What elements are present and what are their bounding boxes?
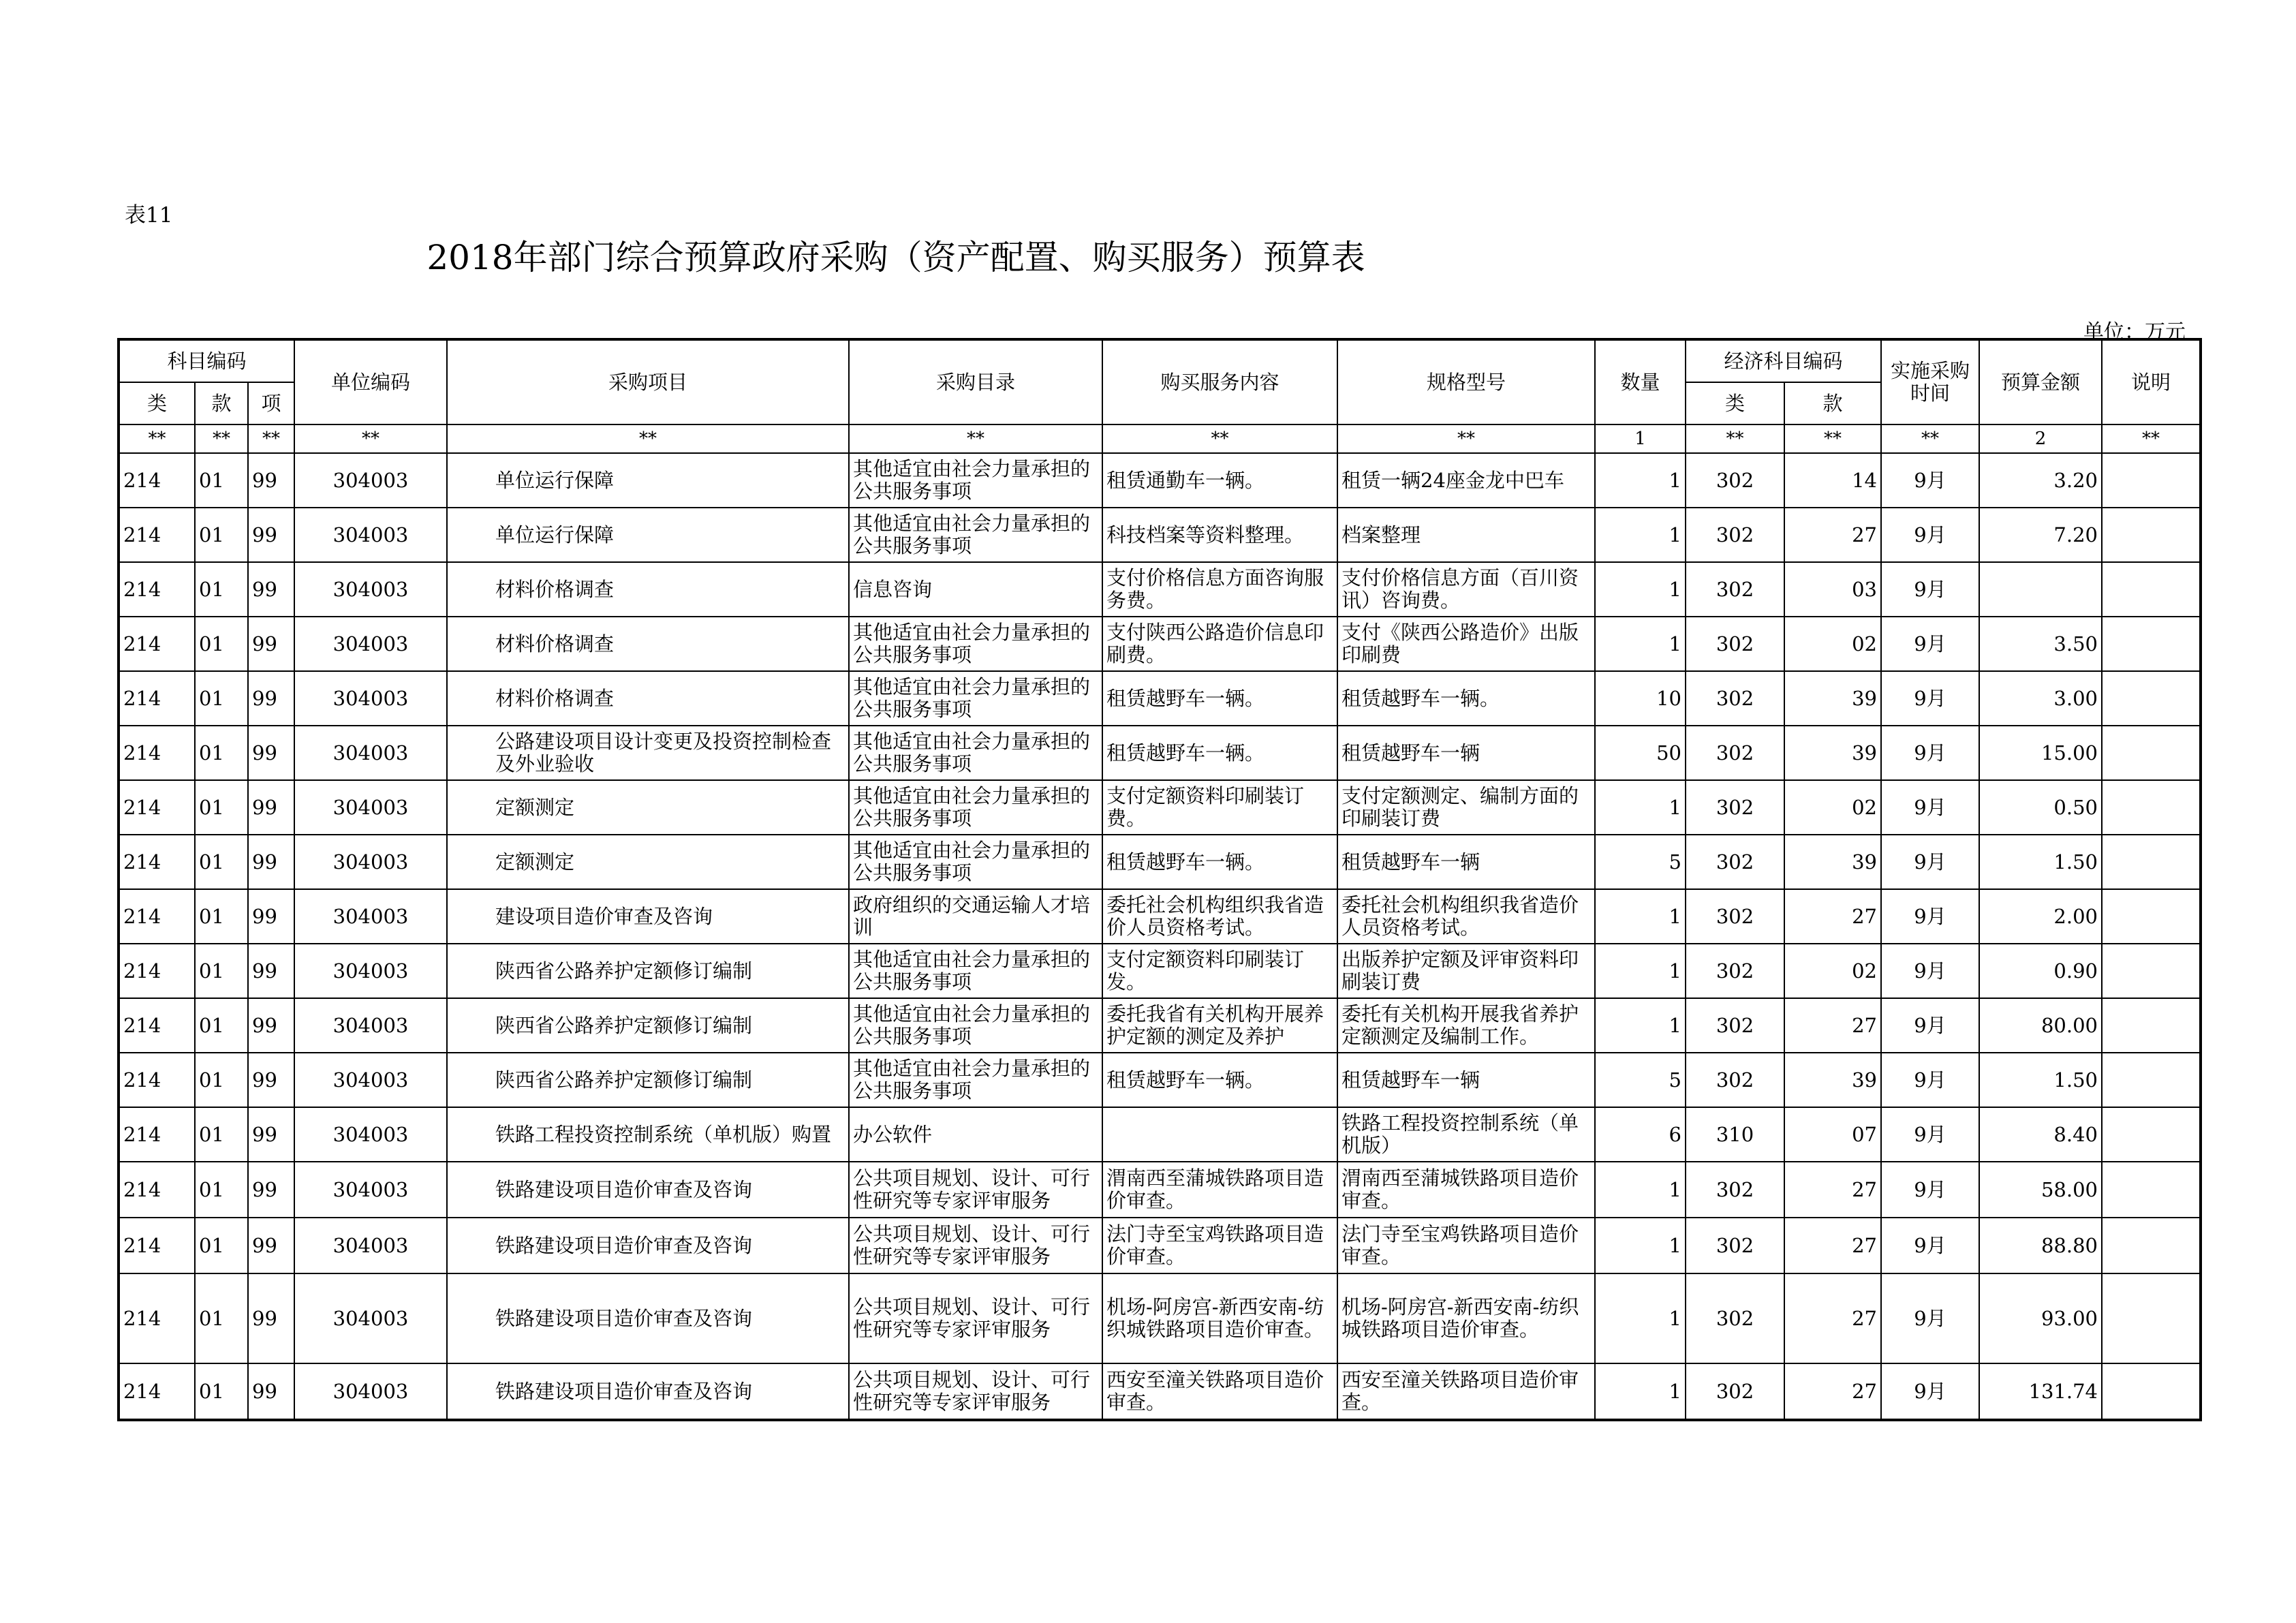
cell-spec: 委托有关机构开展我省养护定额测定及编制工作。	[1337, 998, 1595, 1053]
cell-unit-code: 304003	[294, 1363, 447, 1420]
cell-time: 9月	[1881, 944, 1979, 998]
table-row	[119, 726, 2201, 780]
cell-unit-code: 304003	[294, 508, 447, 562]
cell-spec: 支付价格信息方面（百川资讯）咨询费。	[1337, 562, 1595, 617]
budget-table	[117, 338, 2202, 1421]
cell-econ-section: 27	[1784, 1162, 1881, 1218]
cell-project: 材料价格调查	[447, 562, 849, 617]
cell-note	[2102, 508, 2201, 562]
cell-service: 租赁越野车一辆。	[1102, 1053, 1337, 1107]
header-catalog: 采购目录	[849, 339, 1102, 424]
cell-catalog: 其他适宜由社会力量承担的公共服务事项	[849, 726, 1102, 780]
cell-note	[2102, 453, 2201, 508]
cell-econ-section: 27	[1784, 508, 1881, 562]
marker-cell: 2	[1979, 424, 2102, 453]
cell-time: 9月	[1881, 617, 1979, 671]
cell-econ-class: 302	[1686, 453, 1784, 508]
cell-econ-class: 302	[1686, 835, 1784, 889]
cell-spec: 委托社会机构组织我省造价人员资格考试。	[1337, 889, 1595, 944]
cell-note	[2102, 1053, 2201, 1107]
cell-item: 99	[248, 1107, 294, 1162]
cell-econ-class: 302	[1686, 1218, 1784, 1273]
cell-project: 铁路建设项目造价审查及咨询	[447, 1273, 849, 1363]
cell-class: 214	[119, 780, 195, 835]
unit-label: 单位：万元	[2083, 320, 2186, 344]
marker-cell: **	[1784, 424, 1881, 453]
cell-catalog: 其他适宜由社会力量承担的公共服务事项	[849, 671, 1102, 726]
cell-amount: 0.90	[1979, 944, 2102, 998]
cell-item: 99	[248, 726, 294, 780]
cell-unit-code: 304003	[294, 617, 447, 671]
cell-econ-class: 302	[1686, 671, 1784, 726]
cell-qty: 5	[1595, 1053, 1686, 1107]
cell-unit-code: 304003	[294, 1053, 447, 1107]
cell-spec: 租赁一辆24座金龙中巴车	[1337, 453, 1595, 508]
cell-qty: 10	[1595, 671, 1686, 726]
cell-section: 01	[195, 1273, 248, 1363]
cell-section: 01	[195, 835, 248, 889]
cell-section: 01	[195, 562, 248, 617]
cell-amount: 0.50	[1979, 780, 2102, 835]
cell-note	[2102, 562, 2201, 617]
cell-amount: 3.20	[1979, 453, 2102, 508]
cell-catalog: 其他适宜由社会力量承担的公共服务事项	[849, 998, 1102, 1053]
cell-econ-class: 302	[1686, 998, 1784, 1053]
cell-qty: 1	[1595, 780, 1686, 835]
cell-time: 9月	[1881, 508, 1979, 562]
cell-service: 租赁通勤车一辆。	[1102, 453, 1337, 508]
cell-class: 214	[119, 1363, 195, 1420]
cell-time: 9月	[1881, 1162, 1979, 1218]
cell-unit-code: 304003	[294, 453, 447, 508]
marker-cell: **	[1102, 424, 1337, 453]
cell-qty: 50	[1595, 726, 1686, 780]
cell-project: 陕西省公路养护定额修订编制	[447, 998, 849, 1053]
cell-time: 9月	[1881, 1363, 1979, 1420]
cell-amount: 88.80	[1979, 1218, 2102, 1273]
cell-spec: 机场-阿房宫-新西安南-纺织城铁路项目造价审查。	[1337, 1273, 1595, 1363]
cell-class: 214	[119, 944, 195, 998]
header-item: 项	[248, 382, 294, 424]
header-spec: 规格型号	[1337, 339, 1595, 424]
table-row	[119, 1053, 2201, 1107]
cell-section: 01	[195, 726, 248, 780]
cell-spec: 渭南西至蒲城铁路项目造价审查。	[1337, 1162, 1595, 1218]
cell-econ-class: 310	[1686, 1107, 1784, 1162]
cell-service: 科技档案等资料整理。	[1102, 508, 1337, 562]
cell-econ-section: 27	[1784, 998, 1881, 1053]
cell-class: 214	[119, 1053, 195, 1107]
cell-note	[2102, 944, 2201, 998]
cell-econ-class: 302	[1686, 889, 1784, 944]
cell-qty: 1	[1595, 889, 1686, 944]
cell-amount: 15.00	[1979, 726, 2102, 780]
cell-qty: 1	[1595, 1273, 1686, 1363]
marker-cell: **	[195, 424, 248, 453]
table-row	[119, 671, 2201, 726]
cell-time: 9月	[1881, 726, 1979, 780]
marker-cell: **	[447, 424, 849, 453]
cell-catalog: 其他适宜由社会力量承担的公共服务事项	[849, 453, 1102, 508]
cell-project: 单位运行保障	[447, 453, 849, 508]
header-section: 款	[195, 382, 248, 424]
table-row	[119, 1107, 2201, 1162]
cell-amount: 8.40	[1979, 1107, 2102, 1162]
page-title: 2018年部门综合预算政府采购（资产配置、购买服务）预算表	[426, 238, 1365, 277]
cell-section: 01	[195, 889, 248, 944]
cell-spec: 租赁越野车一辆。	[1337, 671, 1595, 726]
header-econ-code: 经济科目编码	[1686, 339, 1881, 382]
cell-note	[2102, 671, 2201, 726]
cell-class: 214	[119, 1273, 195, 1363]
cell-amount	[1979, 562, 2102, 617]
cell-spec: 西安至潼关铁路项目造价审查。	[1337, 1363, 1595, 1420]
cell-econ-section: 02	[1784, 617, 1881, 671]
cell-item: 99	[248, 1162, 294, 1218]
cell-amount: 1.50	[1979, 835, 2102, 889]
table-row	[119, 453, 2201, 508]
cell-item: 99	[248, 1363, 294, 1420]
header-amount: 预算金额	[1979, 339, 2102, 424]
cell-econ-class: 302	[1686, 1162, 1784, 1218]
cell-project: 定额测定	[447, 780, 849, 835]
cell-econ-class: 302	[1686, 562, 1784, 617]
cell-unit-code: 304003	[294, 1273, 447, 1363]
table-row	[119, 889, 2201, 944]
cell-service: 法门寺至宝鸡铁路项目造价审查。	[1102, 1218, 1337, 1273]
cell-econ-class: 302	[1686, 780, 1784, 835]
cell-catalog: 信息咨询	[849, 562, 1102, 617]
cell-econ-section: 39	[1784, 835, 1881, 889]
marker-cell: **	[1337, 424, 1595, 453]
cell-section: 01	[195, 780, 248, 835]
cell-spec: 支付定额测定、编制方面的印刷装订费	[1337, 780, 1595, 835]
cell-unit-code: 304003	[294, 835, 447, 889]
cell-item: 99	[248, 1273, 294, 1363]
cell-item: 99	[248, 1053, 294, 1107]
cell-time: 9月	[1881, 1218, 1979, 1273]
cell-section: 01	[195, 1107, 248, 1162]
cell-amount: 80.00	[1979, 998, 2102, 1053]
marker-cell: 1	[1595, 424, 1686, 453]
cell-catalog: 公共项目规划、设计、可行性研究等专家评审服务	[849, 1162, 1102, 1218]
cell-spec: 支付《陕西公路造价》出版印刷费	[1337, 617, 1595, 671]
cell-qty: 1	[1595, 944, 1686, 998]
cell-amount: 1.50	[1979, 1053, 2102, 1107]
table-row	[119, 617, 2201, 671]
cell-class: 214	[119, 726, 195, 780]
cell-catalog: 其他适宜由社会力量承担的公共服务事项	[849, 617, 1102, 671]
cell-spec: 铁路工程投资控制系统（单机版）	[1337, 1107, 1595, 1162]
cell-amount: 131.74	[1979, 1363, 2102, 1420]
cell-service: 支付陕西公路造价信息印刷费。	[1102, 617, 1337, 671]
cell-spec: 档案整理	[1337, 508, 1595, 562]
cell-project: 公路建设项目设计变更及投资控制检查及外业验收	[447, 726, 849, 780]
cell-note	[2102, 617, 2201, 671]
cell-econ-section: 39	[1784, 726, 1881, 780]
cell-amount: 93.00	[1979, 1273, 2102, 1363]
cell-service	[1102, 1107, 1337, 1162]
header-time: 实施采购时间	[1881, 339, 1979, 424]
cell-item: 99	[248, 671, 294, 726]
cell-service: 支付定额资料印刷装订费。	[1102, 780, 1337, 835]
table-row	[119, 562, 2201, 617]
cell-item: 99	[248, 835, 294, 889]
cell-qty: 5	[1595, 835, 1686, 889]
cell-catalog: 政府组织的交通运输人才培训	[849, 889, 1102, 944]
cell-econ-section: 27	[1784, 1273, 1881, 1363]
cell-project: 陕西省公路养护定额修订编制	[447, 1053, 849, 1107]
cell-note	[2102, 835, 2201, 889]
cell-qty: 1	[1595, 1162, 1686, 1218]
cell-note	[2102, 998, 2201, 1053]
cell-amount: 58.00	[1979, 1162, 2102, 1218]
marker-cell: **	[849, 424, 1102, 453]
cell-amount: 7.20	[1979, 508, 2102, 562]
cell-class: 214	[119, 998, 195, 1053]
marker-cell: **	[119, 424, 195, 453]
cell-catalog: 其他适宜由社会力量承担的公共服务事项	[849, 835, 1102, 889]
cell-class: 214	[119, 889, 195, 944]
cell-service: 委托社会机构组织我省造价人员资格考试。	[1102, 889, 1337, 944]
cell-project: 铁路工程投资控制系统（单机版）购置	[447, 1107, 849, 1162]
cell-unit-code: 304003	[294, 671, 447, 726]
cell-service: 机场-阿房宫-新西安南-纺织城铁路项目造价审查。	[1102, 1273, 1337, 1363]
cell-time: 9月	[1881, 889, 1979, 944]
cell-spec: 租赁越野车一辆	[1337, 835, 1595, 889]
cell-note	[2102, 1107, 2201, 1162]
table-row	[119, 508, 2201, 562]
cell-unit-code: 304003	[294, 780, 447, 835]
cell-item: 99	[248, 998, 294, 1053]
cell-note	[2102, 1273, 2201, 1363]
cell-item: 99	[248, 889, 294, 944]
cell-time: 9月	[1881, 835, 1979, 889]
cell-item: 99	[248, 1218, 294, 1273]
marker-cell: **	[2102, 424, 2201, 453]
cell-qty: 1	[1595, 998, 1686, 1053]
header-service: 购买服务内容	[1102, 339, 1337, 424]
header-project: 采购项目	[447, 339, 849, 424]
cell-unit-code: 304003	[294, 726, 447, 780]
cell-qty: 1	[1595, 562, 1686, 617]
cell-note	[2102, 1218, 2201, 1273]
cell-catalog: 其他适宜由社会力量承担的公共服务事项	[849, 780, 1102, 835]
cell-service: 租赁越野车一辆。	[1102, 726, 1337, 780]
cell-catalog: 公共项目规划、设计、可行性研究等专家评审服务	[849, 1273, 1102, 1363]
cell-qty: 1	[1595, 508, 1686, 562]
cell-amount: 3.50	[1979, 617, 2102, 671]
table-row	[119, 1218, 2201, 1273]
marker-cell: **	[1686, 424, 1784, 453]
cell-econ-section: 27	[1784, 1363, 1881, 1420]
cell-item: 99	[248, 453, 294, 508]
cell-service: 租赁越野车一辆。	[1102, 835, 1337, 889]
cell-class: 214	[119, 508, 195, 562]
cell-econ-class: 302	[1686, 726, 1784, 780]
table-row	[119, 1273, 2201, 1363]
cell-unit-code: 304003	[294, 944, 447, 998]
cell-catalog: 办公软件	[849, 1107, 1102, 1162]
cell-service: 西安至潼关铁路项目造价审查。	[1102, 1363, 1337, 1420]
table-row	[119, 944, 2201, 998]
cell-qty: 1	[1595, 617, 1686, 671]
marker-cell: **	[1881, 424, 1979, 453]
cell-spec: 租赁越野车一辆	[1337, 1053, 1595, 1107]
cell-unit-code: 304003	[294, 1162, 447, 1218]
header-econ-section: 款	[1784, 382, 1881, 424]
cell-note	[2102, 780, 2201, 835]
cell-section: 01	[195, 617, 248, 671]
cell-qty: 1	[1595, 453, 1686, 508]
cell-project: 材料价格调查	[447, 671, 849, 726]
marker-cell: **	[294, 424, 447, 453]
header-econ-class: 类	[1686, 382, 1784, 424]
cell-section: 01	[195, 1363, 248, 1420]
cell-class: 214	[119, 453, 195, 508]
cell-time: 9月	[1881, 1053, 1979, 1107]
cell-note	[2102, 726, 2201, 780]
header-class: 类	[119, 382, 195, 424]
cell-qty: 6	[1595, 1107, 1686, 1162]
cell-project: 铁路建设项目造价审查及咨询	[447, 1363, 849, 1420]
cell-service: 支付价格信息方面咨询服务费。	[1102, 562, 1337, 617]
cell-qty: 1	[1595, 1363, 1686, 1420]
cell-econ-section: 02	[1784, 780, 1881, 835]
cell-time: 9月	[1881, 1273, 1979, 1363]
cell-project: 铁路建设项目造价审查及咨询	[447, 1162, 849, 1218]
cell-class: 214	[119, 1162, 195, 1218]
cell-time: 9月	[1881, 562, 1979, 617]
cell-econ-section: 07	[1784, 1107, 1881, 1162]
cell-item: 99	[248, 944, 294, 998]
table-row	[119, 780, 2201, 835]
cell-amount: 3.00	[1979, 671, 2102, 726]
cell-econ-class: 302	[1686, 617, 1784, 671]
cell-time: 9月	[1881, 453, 1979, 508]
header-note: 说明	[2102, 339, 2201, 424]
cell-class: 214	[119, 1218, 195, 1273]
cell-amount: 2.00	[1979, 889, 2102, 944]
cell-project: 建设项目造价审查及咨询	[447, 889, 849, 944]
header-unit-code: 单位编码	[294, 339, 447, 424]
header-subject-code: 科目编码	[119, 339, 294, 382]
header-qty: 数量	[1595, 339, 1686, 424]
cell-catalog: 公共项目规划、设计、可行性研究等专家评审服务	[849, 1218, 1102, 1273]
cell-section: 01	[195, 453, 248, 508]
cell-section: 01	[195, 1218, 248, 1273]
cell-project: 铁路建设项目造价审查及咨询	[447, 1218, 849, 1273]
table-row	[119, 1162, 2201, 1218]
cell-note	[2102, 889, 2201, 944]
cell-section: 01	[195, 671, 248, 726]
cell-econ-section: 03	[1784, 562, 1881, 617]
cell-item: 99	[248, 508, 294, 562]
cell-econ-section: 39	[1784, 1053, 1881, 1107]
cell-note	[2102, 1363, 2201, 1420]
cell-spec: 租赁越野车一辆	[1337, 726, 1595, 780]
cell-class: 214	[119, 617, 195, 671]
cell-unit-code: 304003	[294, 562, 447, 617]
cell-class: 214	[119, 835, 195, 889]
cell-section: 01	[195, 1162, 248, 1218]
cell-service: 租赁越野车一辆。	[1102, 671, 1337, 726]
cell-econ-section: 27	[1784, 889, 1881, 944]
cell-econ-section: 02	[1784, 944, 1881, 998]
cell-spec: 法门寺至宝鸡铁路项目造价审查。	[1337, 1218, 1595, 1273]
cell-econ-class: 302	[1686, 944, 1784, 998]
cell-time: 9月	[1881, 780, 1979, 835]
table-row	[119, 998, 2201, 1053]
cell-note	[2102, 1162, 2201, 1218]
cell-service: 支付定额资料印刷装订发。	[1102, 944, 1337, 998]
cell-project: 陕西省公路养护定额修订编制	[447, 944, 849, 998]
cell-service: 渭南西至蒲城铁路项目造价审查。	[1102, 1162, 1337, 1218]
cell-catalog: 其他适宜由社会力量承担的公共服务事项	[849, 944, 1102, 998]
cell-class: 214	[119, 671, 195, 726]
cell-unit-code: 304003	[294, 1218, 447, 1273]
marker-cell: **	[248, 424, 294, 453]
cell-project: 材料价格调查	[447, 617, 849, 671]
cell-item: 99	[248, 562, 294, 617]
cell-econ-class: 302	[1686, 1053, 1784, 1107]
cell-spec: 出版养护定额及评审资料印刷装订费	[1337, 944, 1595, 998]
cell-item: 99	[248, 617, 294, 671]
cell-section: 01	[195, 944, 248, 998]
cell-project: 定额测定	[447, 835, 849, 889]
cell-unit-code: 304003	[294, 998, 447, 1053]
cell-econ-section: 14	[1784, 453, 1881, 508]
cell-catalog: 其他适宜由社会力量承担的公共服务事项	[849, 1053, 1102, 1107]
cell-section: 01	[195, 998, 248, 1053]
cell-class: 214	[119, 1107, 195, 1162]
cell-qty: 1	[1595, 1218, 1686, 1273]
cell-unit-code: 304003	[294, 1107, 447, 1162]
cell-catalog: 其他适宜由社会力量承担的公共服务事项	[849, 508, 1102, 562]
cell-unit-code: 304003	[294, 889, 447, 944]
cell-class: 214	[119, 562, 195, 617]
table-row	[119, 835, 2201, 889]
table-label: 表11	[125, 203, 173, 228]
cell-service: 委托我省有关机构开展养护定额的测定及养护	[1102, 998, 1337, 1053]
cell-time: 9月	[1881, 998, 1979, 1053]
cell-time: 9月	[1881, 1107, 1979, 1162]
cell-item: 99	[248, 780, 294, 835]
cell-time: 9月	[1881, 671, 1979, 726]
marker-row	[119, 424, 2201, 453]
cell-catalog: 公共项目规划、设计、可行性研究等专家评审服务	[849, 1363, 1102, 1420]
cell-econ-section: 27	[1784, 1218, 1881, 1273]
table-row	[119, 1363, 2201, 1420]
cell-econ-class: 302	[1686, 1273, 1784, 1363]
cell-econ-class: 302	[1686, 508, 1784, 562]
cell-econ-class: 302	[1686, 1363, 1784, 1420]
cell-section: 01	[195, 508, 248, 562]
cell-section: 01	[195, 1053, 248, 1107]
cell-project: 单位运行保障	[447, 508, 849, 562]
cell-econ-section: 39	[1784, 671, 1881, 726]
